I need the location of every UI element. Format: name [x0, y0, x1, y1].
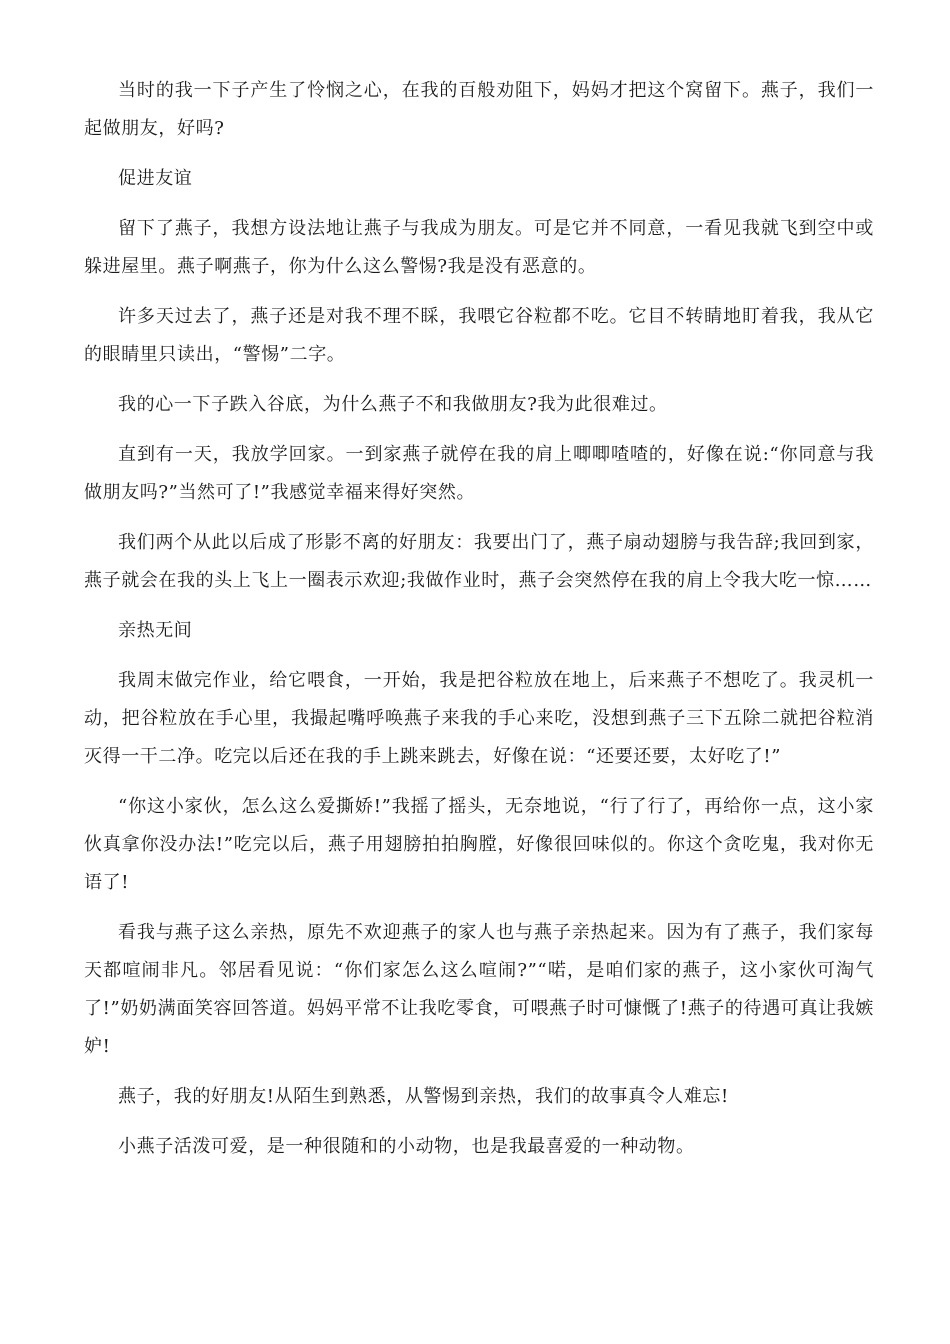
section-heading: 促进友谊 [118, 168, 193, 189]
paragraph: 我周末做完作业，给它喂食，一开始，我是把谷粒放在地上，后来燕子不想吃了。我灵机一动，把谷粒放在手心里，我撮起嘴呼唤燕子来我的手心来吃，没想到燕子三下五除二就把谷粒消灭得一干二净。吃完以后还在我的手上跳来跳去，好像在说：“还要还要，太好吃了!” [84, 670, 874, 767]
paragraph: 我们两个从此以后成了形影不离的好朋友：我要出门了，燕子扇动翅膀与我告辞;我回到家，燕子就会在我的头上飞上一圈表示欢迎;我做作业时，燕子会突然停在我的肩上令我大吃一惊…… [84, 532, 874, 591]
paragraph: 看我与燕子这么亲热，原先不欢迎燕子的家人也与燕子亲热起来。因为有了燕子，我们家每天都喧闹非凡。邻居看见说：“你们家怎么这么喧闹?”“喏，是咱们家的燕子，这小家伙可淘气了!”奶奶满面笑容回答道。妈妈平常不让我吃零食，可喂燕子时可慷慨了!燕子的待遇可真让我嫉妒! [84, 922, 874, 1057]
paragraph: 直到有一天，我放学回家。一到家燕子就停在我的肩上唧唧喳喳的，好像在说:“你同意与我做朋友吗?”当然可了!”我感觉幸福来得好突然。 [84, 444, 874, 503]
paragraph: “你这小家伙，怎么这么爱撕娇!”我摇了摇头，无奈地说，“行了行了，再给你一点，这小家伙真拿你没办法!”吃完以后，燕子用翅膀拍拍胸膛，好像很回味似的。你这个贪吃鬼，我对你无语了! [84, 796, 874, 893]
paragraph: 燕子，我的好朋友!从陌生到熟悉，从警惕到亲热，我们的故事真令人难忘! [118, 1086, 729, 1107]
document-page [84, 72, 874, 1178]
paragraph: 当时的我一下子产生了怜悯之心，在我的百般劝阻下，妈妈才把这个窝留下。燕子，我们一起做朋友，好吗? [84, 80, 874, 139]
paragraph: 许多天过去了，燕子还是对我不理不睬，我喂它谷粒都不吃。它目不转睛地盯着我，我从它的眼睛里只读出，“警惕”二字。 [84, 306, 874, 365]
paragraph: 小燕子活泼可爱，是一种很随和的小动物，也是我最喜爱的一种动物。 [118, 1136, 695, 1157]
section-heading: 亲热无间 [118, 620, 193, 641]
paragraph: 我的心一下子跌入谷底，为什么燕子不和我做朋友?我为此很难过。 [118, 394, 668, 415]
paragraph: 留下了燕子，我想方设法地让燕子与我成为朋友。可是它并不同意，一看见我就飞到空中或躲进屋里。燕子啊燕子，你为什么这么警惕?我是没有恶意的。 [84, 218, 874, 277]
